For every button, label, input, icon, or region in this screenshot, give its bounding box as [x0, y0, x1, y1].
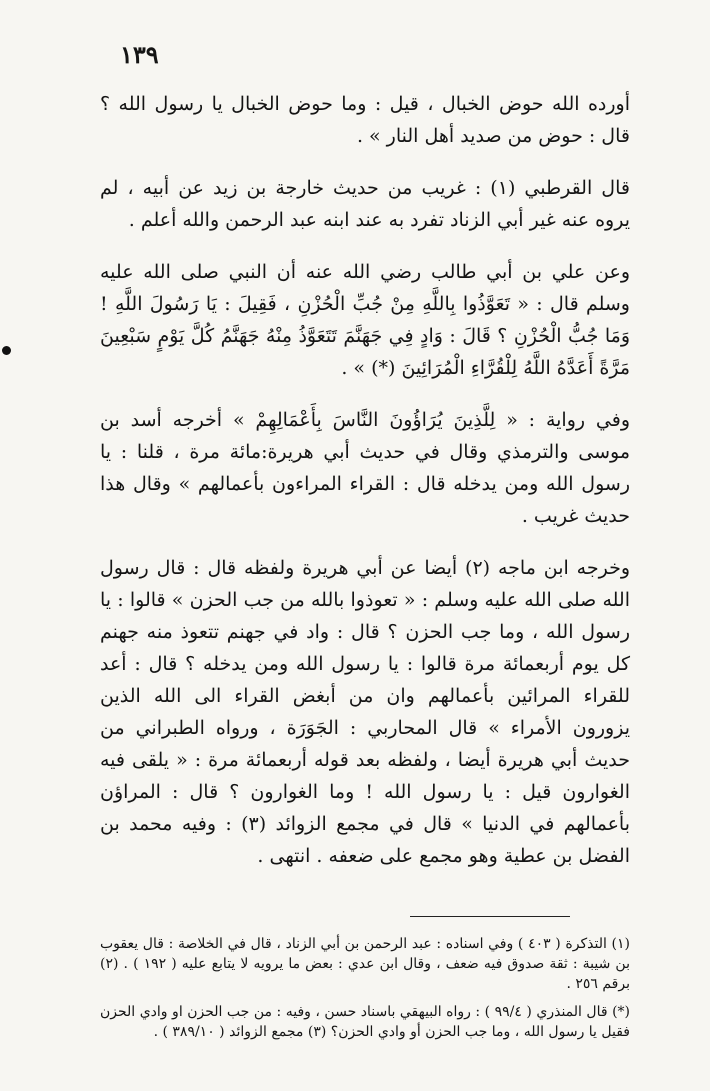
- footnotes: [100, 934, 630, 1050]
- body-text: [100, 88, 630, 888]
- paragraph-5: وخرجه ابن ماجه (٢) أيضا عن أبي هريرة ولفظه قال : قال رسول الله صلى الله عليه وسلم : « تعوذوا بالله من جب الحزن » قالوا : يا رسول الله ، وما جب الحزن ؟ قال : واد في جهنم تتعوذ منه جهنم كل يوم أربعمائة مرة قالوا : يا رسول الله ومن يدخله ؟ قال : أعد للقراء المرائين بأعمالهم وان من أبغض القراء الى الله الذين يزورون الأمراء » قال المحاربي : الجَوَرَة ، ورواه الطبراني من حديث أبي هريرة أيضا ، ولفظه بعد قوله أربعمائة مرة : « يلقى فيه الغوارون قيل : يا رسول الله ! وما الغوارون ؟ قال : المراؤن بأعمالهم في الدنيا » قال في مجمع الزوائد (٣) : وفيه محمد بن الفضل بن عطية وهو مجمع على ضعفه . انتهى .: [100, 557, 630, 867]
- paragraph-3: وعن علي بن أبي طالب رضي الله عنه أن النبي صلى الله عليه وسلم قال : « تَعَوَّذُوا بِاللَّهِ مِنْ جُبِّ الْحُزْنِ ، فَقِيلَ : يَا رَسُولَ اللَّهِ ! وَمَا جُبُّ الْحُزْنِ ؟ قَالَ : وَادٍ فِي جَهَنَّمَ تَتَعَوَّذُ مِنْهُ جَهَنَّمُ كُلَّ يَوْمٍ سَبْعِينَ مَرَّةً أَعَدَّهُ اللَّهُ لِلْقُرَّاءِ الْمُرَائِينَ (*) » .: [100, 261, 630, 379]
- footnote-divider: [410, 916, 570, 917]
- footnote-2: (*) قال المنذري ( ٩٩/٤ ) : رواه البيهقي باسناد حسن ، وفيه : من جب الحزن او وادي الحزن فقيل يا رسول الله ، وما جب الحزن أو وادي الحزن؟ (٣) مجمع الزوائد ( ٣٨٩/١٠ ) .: [100, 1004, 630, 1040]
- margin-ink-dot: [2, 346, 11, 355]
- paragraph-2: قال القرطبي (١) : غريب من حديث خارجة بن زيد عن أبيه ، لم يروه عنه غير أبي الزناد تفرد به عند ابنه عبد الرحمن والله أعلم .: [100, 177, 630, 231]
- footnote-1: (١) التذكرة ( ٤٠٣ ) وفي اسناده : عبد الرحمن بن أبي الزناد ، قال في الخلاصة : قال يعقوب بن شيبة : ثقة صدوق فيه ضعف ، وقال ابن عدي : بعض ما يرويه لا يتابع عليه ( ١٩٢ ) . (٢) برقم ٢٥٦ .: [100, 936, 630, 992]
- page-number: ١٣٩: [120, 40, 159, 69]
- paragraph-1: أورده الله حوض الخبال ، قيل : وما حوض الخبال يا رسول الله ؟ قال : حوض من صديد أهل النار » .: [100, 93, 630, 147]
- paragraph-4: وفي رواية : « لِلَّذِينَ يُرَاؤُونَ النَّاسَ بِأَعْمَالِهِمْ » أخرجه أسد بن موسى والترمذي وقال في حديث أبي هريرة:مائة مرة ، قلنا : يا رسول الله ومن يدخله قال : القراء المراءون بأعمالهم » وقال هذا حديث غريب .: [100, 409, 630, 527]
